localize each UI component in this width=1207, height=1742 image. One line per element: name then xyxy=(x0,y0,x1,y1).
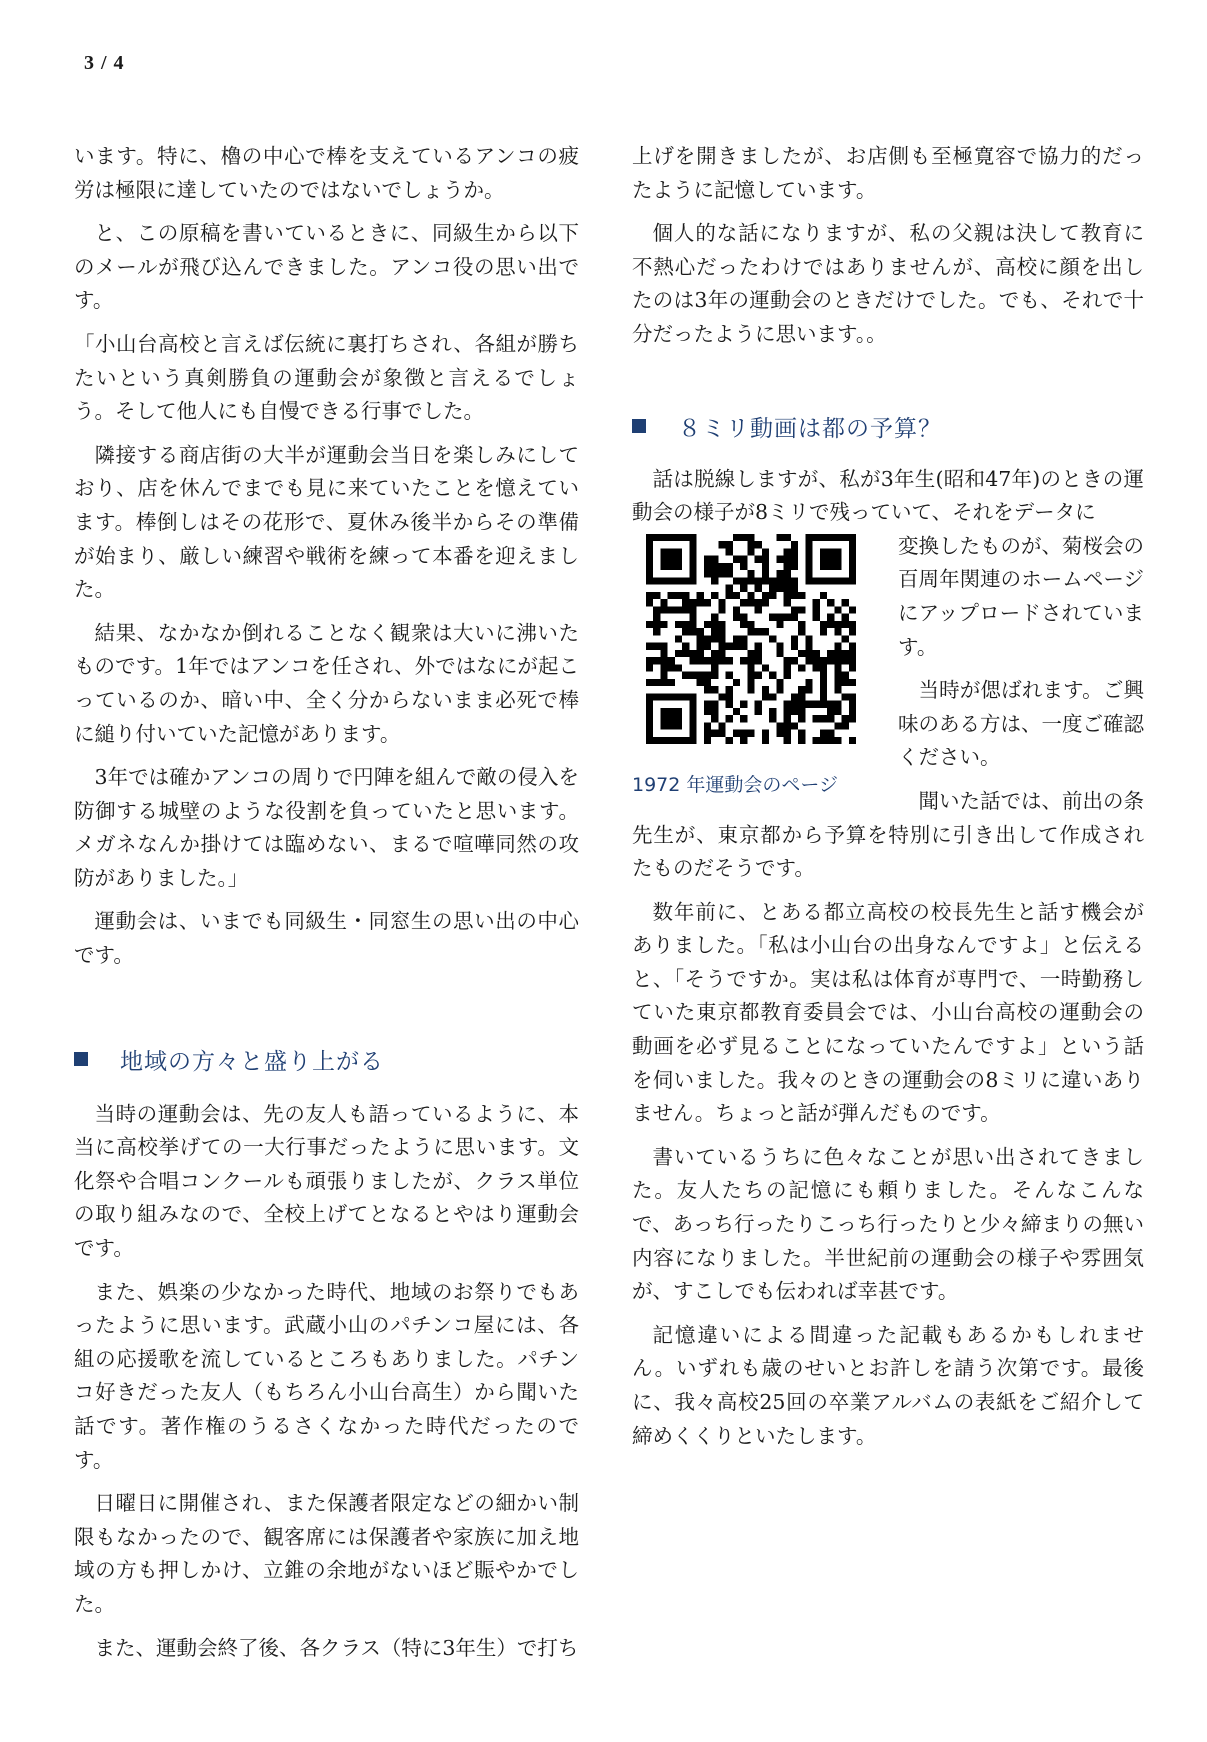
paragraph: 上げを開きましたが、お店側も至極寛容で協力的だったように記憶しています。 xyxy=(632,144,1144,202)
paragraph: 運動会は、いまでも同級生・同窓生の思い出の中心です。 xyxy=(74,909,579,968)
paragraph: と、この原稿を書いているときに、同級生から以下のメールが飛び込んできました。アンコ役の思い出です。 xyxy=(74,221,579,313)
paragraph: 当時の運動会は、先の友人も語っているように、本当に高校挙げての一大行事だったように思います。文化祭や合唱コンクールも頑張りましたが、クラス単位の取り組みなので、全校上げてとなるとやはり運動会です。 xyxy=(74,1101,579,1261)
paragraph: 個人的な話になりますが、私の父親は決して教育に不熱心だったわけではありませんが、高校に顔を出したのは3年の運動会のときだけでした。でも、それで十分だったように思います。。 xyxy=(632,221,1144,346)
paragraph: います。特に、櫓の中心で棒を支えているアンコの疲労は極限に達していたのではないでしょうか。 xyxy=(74,144,579,202)
paragraph: 話は脱線しますが、私が3年生(昭和47年)のときの運動会の様子が8ミリで残っていて、それをデータに xyxy=(632,466,1144,525)
qr-figure xyxy=(626,534,888,797)
right-column xyxy=(632,140,1144,1463)
paragraph: 聞いた話では、前出の条先生が、東京都から予算を特別に引き出して作成されたものだそうです。 xyxy=(632,788,1144,881)
page-number: 3 / 4 xyxy=(84,52,125,74)
paragraph: 変換したものが、菊桜会の百周年関連のホームページにアップロードされています。 xyxy=(898,533,1144,659)
paragraph: 記憶違いによる間違った記載もあるかもしれません。いずれも歳のせいとお許しを請う次第です。最後に、我々高校25回の卒業アルバムの表紙をご紹介して締めくくりといたします。 xyxy=(632,1322,1144,1448)
qr-code-icon[interactable] xyxy=(646,534,856,744)
paragraph: また、運動会終了後、各クラス（特に3年生）で打ち xyxy=(94,1635,579,1660)
paragraph: 「小山台高校と言えば伝統に裏打ちされ、各組が勝ちたいという真剣勝負の運動会が象徴と言えるでしょう。そして他人にも自慢できる行事でした。 xyxy=(74,331,579,424)
square-bullet-icon xyxy=(74,1052,88,1066)
paragraph: 隣接する商店街の大半が運動会当日を楽しみにしており、店を休んでまでも見に来ていたことを憶えています。棒倒しはその花形で、夏休み後半からその準備が始まり、厳しい練習や戦術を練って本番を迎えました。 xyxy=(74,442,579,602)
paragraph: 結果、なかなか倒れることなく観衆は大いに沸いたものです。1年ではアンコを任され、外ではなにが起こっているのか、暗い中、全く分からないまま必死で棒に縋り付いていた記憶があります。 xyxy=(74,620,579,746)
section-heading xyxy=(632,410,1144,443)
section-heading xyxy=(74,1043,579,1076)
paragraph: 日曜日に開催され、また保護者限定などの細かい制限もなかったので、観客席には保護者や家族に加え地域の方も押しかけ、立錐の余地がないほど賑やかでした。 xyxy=(74,1491,579,1616)
paragraph: また、娯楽の少なかった時代、地域のお祭りでもあったように思います。武蔵小山のパチンコ屋には、各組の応援歌を流しているところもありました。パチンコ好きだった友人（もちろん小山台高生）から聞いた話です。著作権のうるさくなかった時代だったのです。 xyxy=(74,1279,579,1472)
qr-caption: 1972 年運動会のページ xyxy=(632,773,839,796)
section-heading-text: 地域の方々と盛り上がる xyxy=(120,1048,384,1075)
section-heading-text: ８ミリ動画は都の予算？ xyxy=(678,415,942,442)
paragraph: 数年前に、とある都立高校の校長先生と話す機会がありました。「私は小山台の出身なんですよ」と伝えると、「そうですか。実は私は体育が専門で、一時勤務していた東京都教育委員会では、小山台高校の運動会の動画を必ず見ることになっていたんですよ」という話を伺いました。我々のときの運動会の8ミリに違いありません。ちょっと話が弾んだものです。 xyxy=(632,899,1144,1126)
paragraph: 書いているうちに色々なことが思い出されてきました。友人たちの記憶にも頼りました。そんなこんなで、あっち行ったりこっち行ったりと少々締まりの無い内容になりました。半世紀前の運動会の様子や雰囲気が、すこしでも伝われば幸甚です。 xyxy=(632,1144,1144,1304)
left-column xyxy=(74,140,579,1675)
square-bullet-icon xyxy=(632,419,646,433)
paragraph: 当時が偲ばれます。ご興味のある方は、一度ご確認ください。 xyxy=(898,678,1144,770)
paragraph: 3年では確かアンコの周りで円陣を組んで敵の侵入を防御する城壁のような役割を負っていたと思います。メガネなんか掛けては臨めない、まるで喧嘩同然の攻防がありました。」 xyxy=(74,765,579,890)
